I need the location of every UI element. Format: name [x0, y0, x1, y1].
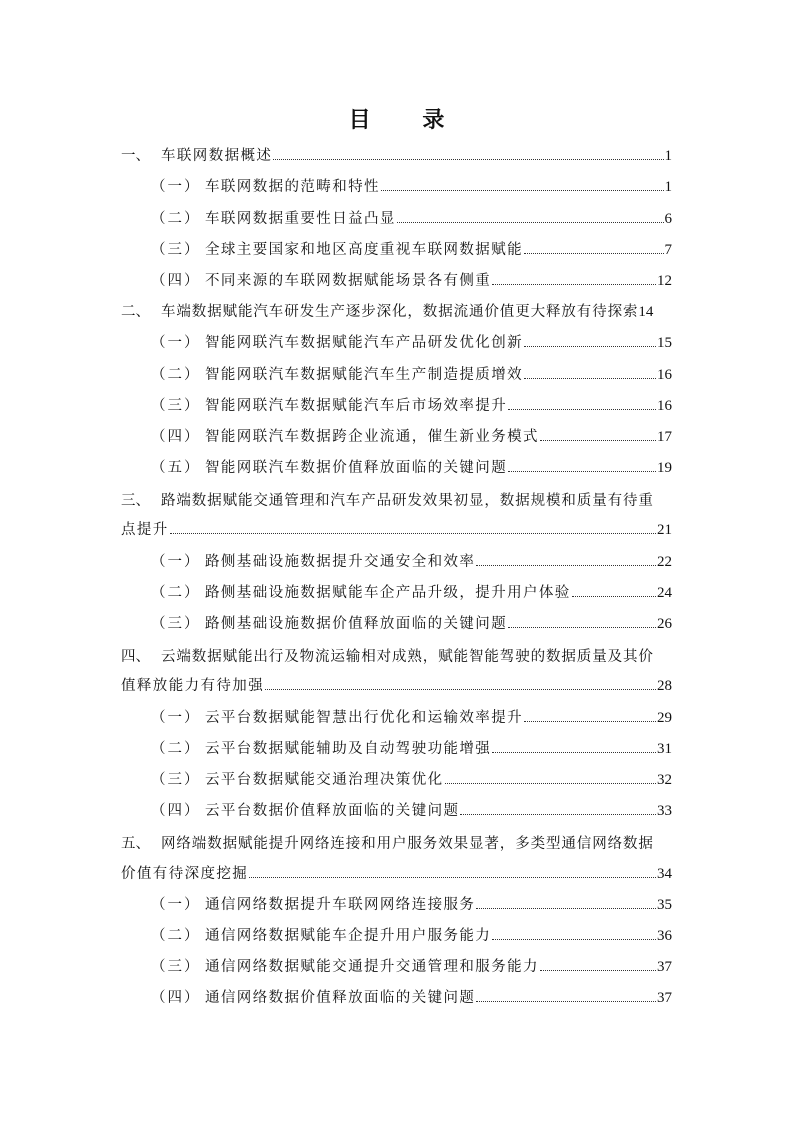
toc-text: 车联网数据重要性日益凸显	[205, 210, 396, 227]
toc-text: 通信网络数据提升车联网网络连接服务	[205, 896, 476, 913]
toc-text: 车端数据赋能汽车研发生产逐步深化，数据流通价值更大释放有待探索	[161, 304, 639, 321]
toc-page: 29	[657, 709, 672, 726]
toc-text: 云平台数据赋能智慧出行优化和运输效率提升	[205, 709, 523, 726]
dot-leader	[508, 409, 656, 410]
toc-entry-4-2[interactable]	[121, 734, 672, 765]
toc-number: （二）	[151, 366, 201, 383]
toc-text: 云平台数据价值释放面临的关键问题	[205, 803, 460, 820]
dot-leader	[508, 627, 656, 628]
toc-page: 1	[664, 179, 672, 196]
dot-leader	[492, 939, 656, 940]
toc-number: （三）	[151, 959, 201, 976]
toc-title: 目 录	[348, 107, 467, 133]
toc-text-cont: 点提升	[121, 522, 169, 539]
toc-page: 32	[657, 771, 672, 788]
toc-entry-2[interactable]	[121, 297, 672, 328]
toc-text: 云端数据赋能出行及物流运输相对成熟，赋能智能驾驶的数据质量及其价	[161, 649, 654, 666]
toc-entry-2-4[interactable]	[121, 422, 672, 453]
toc-number: （一）	[151, 179, 201, 196]
toc-page: 31	[657, 740, 672, 757]
toc-text-cont: 价值有待深度挖掘	[121, 865, 249, 882]
toc-entry-1-4[interactable]	[121, 266, 672, 297]
dot-leader	[476, 908, 656, 909]
toc-number: （一）	[151, 335, 201, 352]
toc-text: 路侧基础设施数据价值释放面临的关键问题	[205, 616, 508, 633]
toc-entry-2-1[interactable]	[121, 328, 672, 359]
dot-leader	[572, 596, 656, 597]
toc-entry-3-3[interactable]	[121, 609, 672, 640]
toc-page: 22	[657, 553, 672, 570]
toc-number: 二、	[121, 304, 150, 321]
toc-page: 16	[657, 397, 672, 414]
toc-number: （二）	[151, 740, 201, 757]
toc-entry-4-3[interactable]	[121, 765, 672, 796]
toc-entry-2-2[interactable]	[121, 359, 672, 390]
toc-text-cont: 值释放能力有待加强	[121, 678, 265, 695]
toc-page: 6	[664, 210, 672, 227]
toc-number: （四）	[151, 272, 201, 289]
toc-entry-3-1[interactable]	[121, 546, 672, 577]
toc-entry-1[interactable]	[121, 141, 672, 172]
toc-page: 24	[657, 584, 672, 601]
toc-page: 34	[657, 865, 672, 882]
toc-number: 三、	[121, 493, 150, 510]
toc-number: （四）	[151, 803, 201, 820]
toc-number: （一）	[151, 896, 201, 913]
toc-entry-5-4[interactable]	[121, 983, 672, 1014]
toc-entry-1-1[interactable]	[121, 172, 672, 203]
toc-text: 云平台数据赋能辅助及自动驾驶功能增强	[205, 740, 492, 757]
dot-leader	[381, 190, 664, 191]
toc-number: （四）	[151, 990, 201, 1007]
toc-text: 车联网数据的范畴和特性	[205, 179, 380, 196]
toc-number: （一）	[151, 709, 201, 726]
toc-page: 19	[657, 460, 672, 477]
toc-number: （一）	[151, 553, 201, 570]
toc-number: （五）	[151, 460, 201, 477]
toc-entry-5-2[interactable]	[121, 921, 672, 952]
toc-page: 15	[657, 335, 672, 352]
toc-page: 36	[657, 927, 672, 944]
toc-page: 26	[657, 616, 672, 633]
toc-entry-5[interactable]	[121, 827, 672, 889]
toc-text: 通信网络数据赋能交通提升交通管理和服务能力	[205, 959, 539, 976]
toc-number: （三）	[151, 397, 201, 414]
toc-text: 全球主要国家和地区高度重视车联网数据赋能	[205, 241, 523, 258]
dot-leader	[445, 783, 657, 784]
toc-text: 智能网联汽车数据价值释放面临的关键问题	[205, 460, 508, 477]
dot-leader	[265, 689, 656, 690]
toc-page: 16	[657, 366, 672, 383]
toc-text: 路侧基础设施数据提升交通安全和效率	[205, 553, 476, 570]
toc-page: 14	[638, 304, 654, 321]
toc-text: 智能网联汽车数据赋能汽车产品研发优化创新	[205, 335, 523, 352]
toc-entry-5-3[interactable]	[121, 952, 672, 983]
toc-entry-4[interactable]	[121, 640, 672, 702]
toc-page: 1	[664, 148, 672, 165]
toc-number: 一、	[121, 148, 150, 165]
toc-number: 五、	[121, 836, 150, 853]
dot-leader	[492, 284, 656, 285]
toc-page: 7	[664, 241, 672, 258]
dot-leader	[273, 159, 663, 160]
toc-entry-3-2[interactable]	[121, 578, 672, 609]
dot-leader	[524, 721, 656, 722]
toc-number: 四、	[121, 649, 150, 666]
dot-leader	[476, 1001, 656, 1002]
dot-leader	[249, 877, 656, 878]
toc-number: （三）	[151, 616, 201, 633]
toc-entry-1-2[interactable]	[121, 203, 672, 234]
toc-text: 智能网联汽车数据赋能汽车后市场效率提升	[205, 397, 508, 414]
dot-leader	[492, 752, 656, 753]
toc-text: 智能网联汽车数据赋能汽车生产制造提质增效	[205, 366, 523, 383]
toc-entry-1-3[interactable]	[121, 235, 672, 266]
toc-number: （二）	[151, 927, 201, 944]
dot-leader	[170, 533, 656, 534]
toc-number: （三）	[151, 241, 201, 258]
toc-text: 不同来源的车联网数据赋能场景各有侧重	[205, 272, 492, 289]
toc-page: 21	[657, 522, 672, 539]
table-of-contents	[121, 141, 672, 1014]
toc-text: 网络端数据赋能提升网络连接和用户服务效果显著，多类型通信网络数据	[161, 836, 654, 853]
toc-entry-4-4[interactable]	[121, 796, 672, 827]
toc-text: 路侧基础设施数据赋能车企产品升级，提升用户体验	[205, 584, 571, 601]
dot-leader	[476, 565, 656, 566]
toc-number: （三）	[151, 771, 201, 788]
toc-entry-4-1[interactable]	[121, 702, 672, 733]
dot-leader	[397, 222, 664, 223]
toc-text: 云平台数据赋能交通治理决策优化	[205, 771, 444, 788]
toc-entry-3[interactable]	[121, 484, 672, 546]
toc-page: 12	[657, 272, 672, 289]
toc-page: 33	[657, 803, 672, 820]
dot-leader	[540, 970, 656, 971]
dot-leader	[524, 378, 656, 379]
toc-entry-2-5[interactable]	[121, 453, 672, 484]
toc-entry-5-1[interactable]	[121, 890, 672, 921]
toc-page: 35	[657, 896, 672, 913]
toc-text: 智能网联汽车数据跨企业流通，催生新业务模式	[205, 428, 539, 445]
dot-leader	[524, 346, 656, 347]
toc-entry-2-3[interactable]	[121, 391, 672, 422]
dot-leader	[508, 471, 656, 472]
toc-text: 车联网数据概述	[161, 148, 273, 165]
toc-page: 37	[657, 959, 672, 976]
toc-text: 通信网络数据赋能车企提升用户服务能力	[205, 927, 492, 944]
toc-text: 路端数据赋能交通管理和汽车产品研发效果初显，数据规模和质量有待重	[161, 493, 654, 510]
toc-number: （四）	[151, 428, 201, 445]
toc-page: 17	[657, 428, 672, 445]
dot-leader	[460, 814, 656, 815]
toc-page: 28	[657, 678, 672, 695]
toc-number: （二）	[151, 584, 201, 601]
dot-leader	[524, 253, 664, 254]
toc-page: 37	[657, 990, 672, 1007]
toc-number: （二）	[151, 210, 201, 227]
dot-leader	[540, 440, 656, 441]
toc-text: 通信网络数据价值释放面临的关键问题	[205, 990, 476, 1007]
